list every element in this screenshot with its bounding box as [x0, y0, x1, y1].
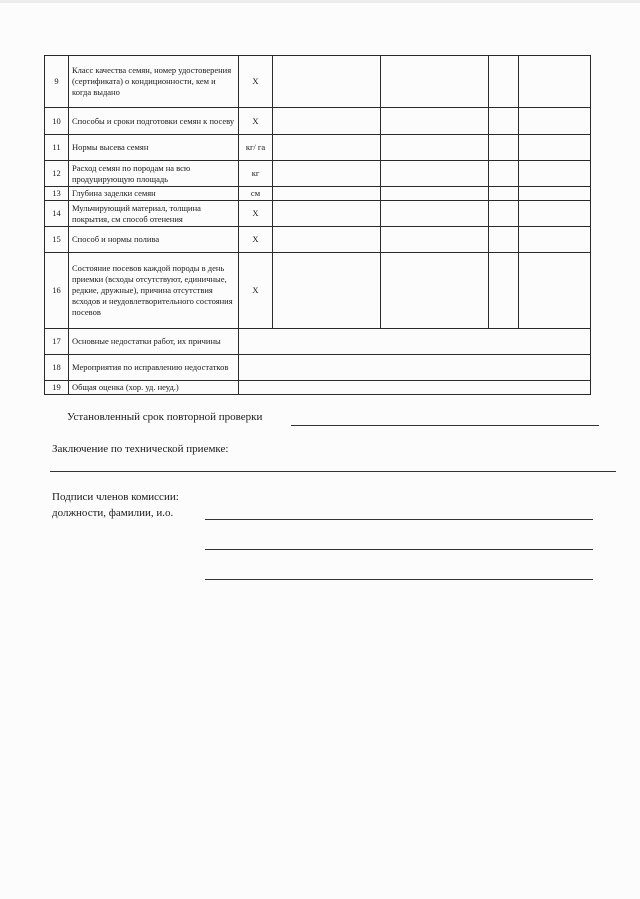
table-cell[interactable] [381, 253, 489, 329]
table-row [45, 108, 591, 135]
acceptance-table [44, 55, 591, 395]
table-cell[interactable] [381, 201, 489, 227]
row-number: 18 [45, 355, 69, 381]
row-description: Мульчирующий материал, толщина покрытия, см способ отенения [69, 201, 239, 227]
row-description: Общая оценка (хор. уд. неуд.) [69, 381, 239, 395]
table-cell[interactable] [489, 56, 519, 108]
signature-line[interactable] [205, 579, 593, 580]
table-row [45, 56, 591, 108]
table-cell[interactable] [489, 187, 519, 201]
row-description: Способы и сроки подготовки семян к посеву [69, 108, 239, 135]
table-row [45, 135, 591, 161]
row-unit: X [239, 253, 273, 329]
row-description: Глубина заделки семян [69, 187, 239, 201]
table-cell[interactable] [381, 161, 489, 187]
table-cell[interactable] [519, 135, 591, 161]
table-cell[interactable] [381, 108, 489, 135]
table-row [45, 355, 591, 381]
signature-line[interactable] [205, 549, 593, 550]
row-unit: кг/ га [239, 135, 273, 161]
repeat-check-label: Установленный срок повторной проверки [67, 411, 263, 423]
table-cell-wide[interactable] [239, 381, 591, 395]
table-cell[interactable] [519, 187, 591, 201]
row-number: 13 [45, 187, 69, 201]
table-row [45, 329, 591, 355]
table-cell[interactable] [273, 161, 381, 187]
table-cell[interactable] [489, 227, 519, 253]
table-cell[interactable] [273, 227, 381, 253]
table-row [45, 161, 591, 187]
table-cell[interactable] [273, 108, 381, 135]
row-unit: X [239, 227, 273, 253]
table-cell[interactable] [489, 161, 519, 187]
row-description: Расход семян по породам на всю продуцирующую площадь [69, 161, 239, 187]
page-top-edge [0, 0, 640, 3]
row-number: 11 [45, 135, 69, 161]
row-number: 19 [45, 381, 69, 395]
row-unit: X [239, 108, 273, 135]
table-cell[interactable] [519, 227, 591, 253]
table-cell[interactable] [273, 135, 381, 161]
table-cell[interactable] [273, 253, 381, 329]
table-cell[interactable] [381, 56, 489, 108]
table-cell[interactable] [489, 108, 519, 135]
table-cell-wide[interactable] [239, 355, 591, 381]
table-cell[interactable] [381, 227, 489, 253]
row-description: Основные недостатки работ, их причины [69, 329, 239, 355]
table-cell[interactable] [273, 56, 381, 108]
table-cell[interactable] [273, 201, 381, 227]
repeat-check-field[interactable] [291, 425, 599, 426]
signatures-sublabel: должности, фамилии, и.о. [52, 507, 174, 519]
row-number: 15 [45, 227, 69, 253]
table-cell[interactable] [381, 187, 489, 201]
row-number: 12 [45, 161, 69, 187]
table-cell[interactable] [519, 161, 591, 187]
row-unit: X [239, 201, 273, 227]
table-row [45, 253, 591, 329]
row-unit: кг [239, 161, 273, 187]
row-description: Класс качества семян, номер удостоверения (сертификата) о кондиционности, кем и когда выдано [69, 56, 239, 108]
row-description: Мероприятия по исправлению недостатков [69, 355, 239, 381]
row-unit: см [239, 187, 273, 201]
row-description: Способ и нормы полива [69, 227, 239, 253]
row-description: Нормы высева семян [69, 135, 239, 161]
table-cell[interactable] [489, 135, 519, 161]
table-cell[interactable] [273, 187, 381, 201]
table-row [45, 187, 591, 201]
table-cell[interactable] [489, 253, 519, 329]
row-unit: X [239, 56, 273, 108]
row-number: 14 [45, 201, 69, 227]
row-number: 9 [45, 56, 69, 108]
row-number: 16 [45, 253, 69, 329]
conclusion-field[interactable] [50, 471, 616, 472]
table-cell[interactable] [381, 135, 489, 161]
table-row [45, 381, 591, 395]
signature-line[interactable] [205, 519, 593, 520]
table-cell[interactable] [519, 201, 591, 227]
row-description: Состояние посевов каждой породы в день приемки (всходы отсутствуют, единичные, редкие, дружные), причина отсутствия всходов и неудовлетворительного состояния посевов [69, 253, 239, 329]
table-cell[interactable] [519, 253, 591, 329]
table-cell-wide[interactable] [239, 329, 591, 355]
row-number: 17 [45, 329, 69, 355]
row-number: 10 [45, 108, 69, 135]
table-row [45, 227, 591, 253]
table-cell[interactable] [519, 108, 591, 135]
table-cell[interactable] [489, 201, 519, 227]
table-cell[interactable] [519, 56, 591, 108]
conclusion-label: Заключение по технической приемке: [52, 443, 229, 455]
table-row [45, 201, 591, 227]
signatures-label: Подписи членов комиссии: [52, 491, 179, 503]
